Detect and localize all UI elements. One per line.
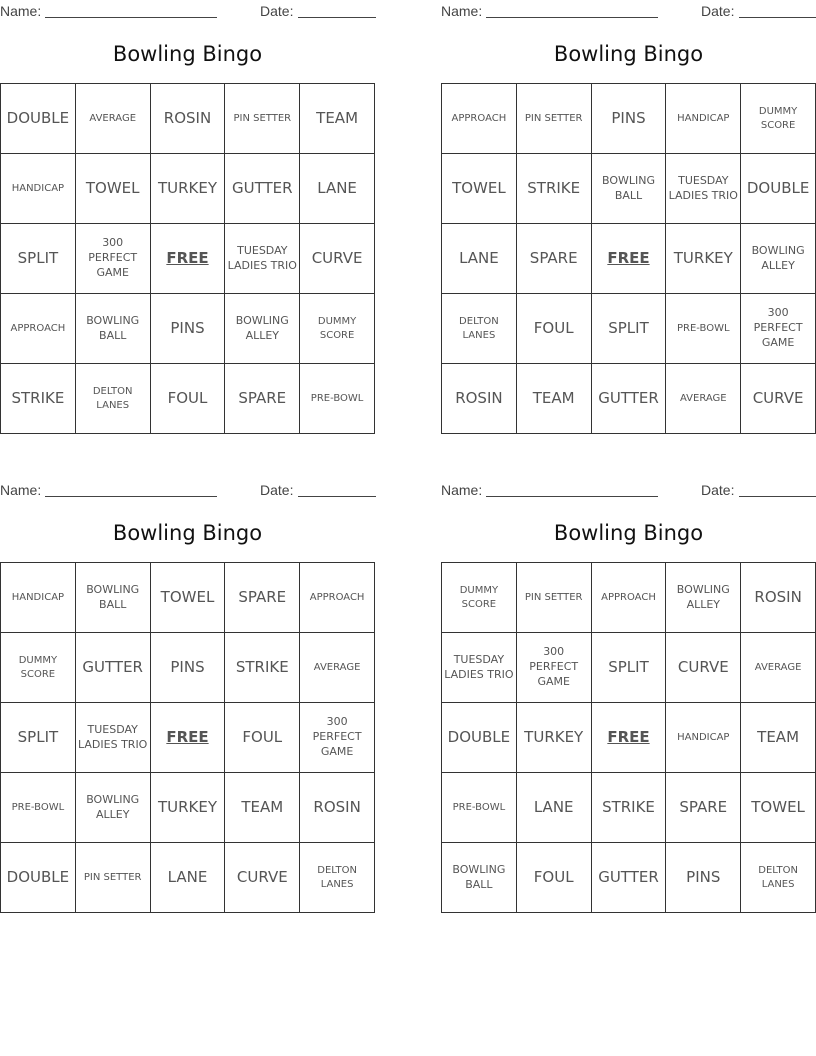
bingo-cell: BOWLING ALLEY (225, 294, 300, 364)
date-blank-line (739, 17, 816, 18)
bingo-cell: TURKEY (151, 154, 226, 224)
bingo-grid (441, 83, 816, 434)
bingo-cell: ROSIN (741, 563, 816, 633)
bingo-cell: HANDICAP (1, 563, 76, 633)
name-label: Name: (441, 482, 483, 498)
bingo-cell: STRIKE (1, 364, 76, 434)
bingo-card-2 (441, 0, 816, 435)
bingo-cell: SPARE (225, 364, 300, 434)
bingo-cell: STRIKE (592, 773, 667, 843)
bingo-cell: PRE-BOWL (442, 773, 517, 843)
bingo-cell: ROSIN (300, 773, 375, 843)
card-title: Bowling Bingo (112, 521, 263, 545)
bingo-cell: TEAM (741, 703, 816, 773)
bingo-cell: GUTTER (592, 364, 667, 434)
bingo-cell: BOWLING ALLEY (666, 563, 741, 633)
card-header (441, 479, 816, 501)
card-header (441, 0, 816, 22)
bingo-cell: HANDICAP (666, 703, 741, 773)
card-title: Bowling Bingo (553, 521, 704, 545)
bingo-cell: PIN SETTER (517, 563, 592, 633)
bingo-cell: ROSIN (151, 84, 226, 154)
bingo-cell: DELTON LANES (442, 294, 517, 364)
date-label: Date: (260, 482, 294, 498)
date-label: Date: (701, 3, 735, 19)
free-space-cell: FREE (592, 224, 667, 294)
bingo-cell: 300 PERFECT GAME (517, 633, 592, 703)
name-blank-line (486, 496, 658, 497)
bingo-cell: PINS (151, 633, 226, 703)
bingo-cell: TEAM (225, 773, 300, 843)
bingo-grid (441, 562, 816, 913)
bingo-cell: APPROACH (442, 84, 517, 154)
bingo-card-1 (0, 0, 375, 435)
bingo-cell: BOWLING BALL (592, 154, 667, 224)
bingo-cell: SPARE (225, 563, 300, 633)
bingo-cell: TUESDAY LADIES TRIO (76, 703, 151, 773)
card-header (0, 0, 375, 22)
date-blank-line (298, 17, 376, 18)
bingo-card-4 (441, 479, 816, 914)
name-label: Name: (0, 482, 42, 498)
bingo-cell: PIN SETTER (225, 84, 300, 154)
bingo-cell: DUMMY SCORE (741, 84, 816, 154)
bingo-cell: DUMMY SCORE (300, 294, 375, 364)
bingo-cell: BOWLING BALL (76, 563, 151, 633)
bingo-cell: AVERAGE (741, 633, 816, 703)
bingo-cell: AVERAGE (76, 84, 151, 154)
bingo-cell: BOWLING ALLEY (76, 773, 151, 843)
bingo-cell: TOWEL (76, 154, 151, 224)
bingo-cell: DOUBLE (442, 703, 517, 773)
bingo-cell: DELTON LANES (76, 364, 151, 434)
name-label: Name: (0, 3, 42, 19)
bingo-cell: FOUL (151, 364, 226, 434)
name-blank-line (486, 17, 658, 18)
bingo-cell: PIN SETTER (76, 843, 151, 913)
bingo-cell: SPLIT (1, 703, 76, 773)
free-space-cell: FREE (151, 224, 226, 294)
bingo-cell: BOWLING BALL (76, 294, 151, 364)
bingo-cell: APPROACH (300, 563, 375, 633)
bingo-cell: LANE (517, 773, 592, 843)
bingo-cell: BOWLING BALL (442, 843, 517, 913)
bingo-cell: DOUBLE (741, 154, 816, 224)
bingo-cell: TEAM (517, 364, 592, 434)
bingo-cell: CURVE (741, 364, 816, 434)
free-space-cell: FREE (151, 703, 226, 773)
bingo-cell: FOUL (225, 703, 300, 773)
bingo-cell: CURVE (225, 843, 300, 913)
bingo-cell: DOUBLE (1, 84, 76, 154)
card-title: Bowling Bingo (112, 42, 263, 66)
bingo-cell: TUESDAY LADIES TRIO (225, 224, 300, 294)
bingo-cell: DUMMY SCORE (1, 633, 76, 703)
bingo-cell: 300 PERFECT GAME (741, 294, 816, 364)
bingo-cell: LANE (300, 154, 375, 224)
bingo-cell: TURKEY (151, 773, 226, 843)
bingo-cell: ROSIN (442, 364, 517, 434)
bingo-cell: TOWEL (741, 773, 816, 843)
bingo-cell: TURKEY (517, 703, 592, 773)
bingo-cell: TOWEL (442, 154, 517, 224)
bingo-cell: SPARE (517, 224, 592, 294)
bingo-cell: BOWLING ALLEY (741, 224, 816, 294)
bingo-cell: APPROACH (592, 563, 667, 633)
bingo-cell: GUTTER (592, 843, 667, 913)
bingo-cell: LANE (442, 224, 517, 294)
bingo-cell: CURVE (666, 633, 741, 703)
name-blank-line (45, 496, 217, 497)
bingo-cell: SPARE (666, 773, 741, 843)
bingo-cell: DELTON LANES (741, 843, 816, 913)
bingo-cell: TUESDAY LADIES TRIO (666, 154, 741, 224)
bingo-card-3 (0, 479, 375, 914)
date-label: Date: (260, 3, 294, 19)
bingo-cell: AVERAGE (300, 633, 375, 703)
name-label: Name: (441, 3, 483, 19)
bingo-cell: DUMMY SCORE (442, 563, 517, 633)
bingo-cell: DOUBLE (1, 843, 76, 913)
bingo-cell: STRIKE (225, 633, 300, 703)
bingo-cell: SPLIT (592, 294, 667, 364)
bingo-cell: PRE-BOWL (1, 773, 76, 843)
bingo-cell: PRE-BOWL (666, 294, 741, 364)
bingo-cell: SPLIT (1, 224, 76, 294)
bingo-cell: SPLIT (592, 633, 667, 703)
date-blank-line (739, 496, 816, 497)
bingo-cell: APPROACH (1, 294, 76, 364)
free-space-cell: FREE (592, 703, 667, 773)
bingo-cell: PINS (592, 84, 667, 154)
bingo-grid (0, 83, 375, 434)
card-title: Bowling Bingo (553, 42, 704, 66)
date-label: Date: (701, 482, 735, 498)
bingo-cell: PIN SETTER (517, 84, 592, 154)
bingo-cell: PINS (666, 843, 741, 913)
bingo-cell: PINS (151, 294, 226, 364)
bingo-cell: LANE (151, 843, 226, 913)
bingo-cell: DELTON LANES (300, 843, 375, 913)
bingo-cell: CURVE (300, 224, 375, 294)
bingo-cell: TURKEY (666, 224, 741, 294)
name-blank-line (45, 17, 217, 18)
date-blank-line (298, 496, 376, 497)
bingo-cell: HANDICAP (666, 84, 741, 154)
bingo-cell: AVERAGE (666, 364, 741, 434)
bingo-cell: FOUL (517, 843, 592, 913)
bingo-cell: PRE-BOWL (300, 364, 375, 434)
bingo-cell: HANDICAP (1, 154, 76, 224)
bingo-cell: 300 PERFECT GAME (300, 703, 375, 773)
bingo-cell: TUESDAY LADIES TRIO (442, 633, 517, 703)
bingo-cell: TEAM (300, 84, 375, 154)
bingo-cell: STRIKE (517, 154, 592, 224)
bingo-cell: GUTTER (76, 633, 151, 703)
bingo-cell: TOWEL (151, 563, 226, 633)
bingo-cell: FOUL (517, 294, 592, 364)
bingo-grid (0, 562, 375, 913)
bingo-cell: GUTTER (225, 154, 300, 224)
bingo-cell: 300 PERFECT GAME (76, 224, 151, 294)
card-header (0, 479, 375, 501)
